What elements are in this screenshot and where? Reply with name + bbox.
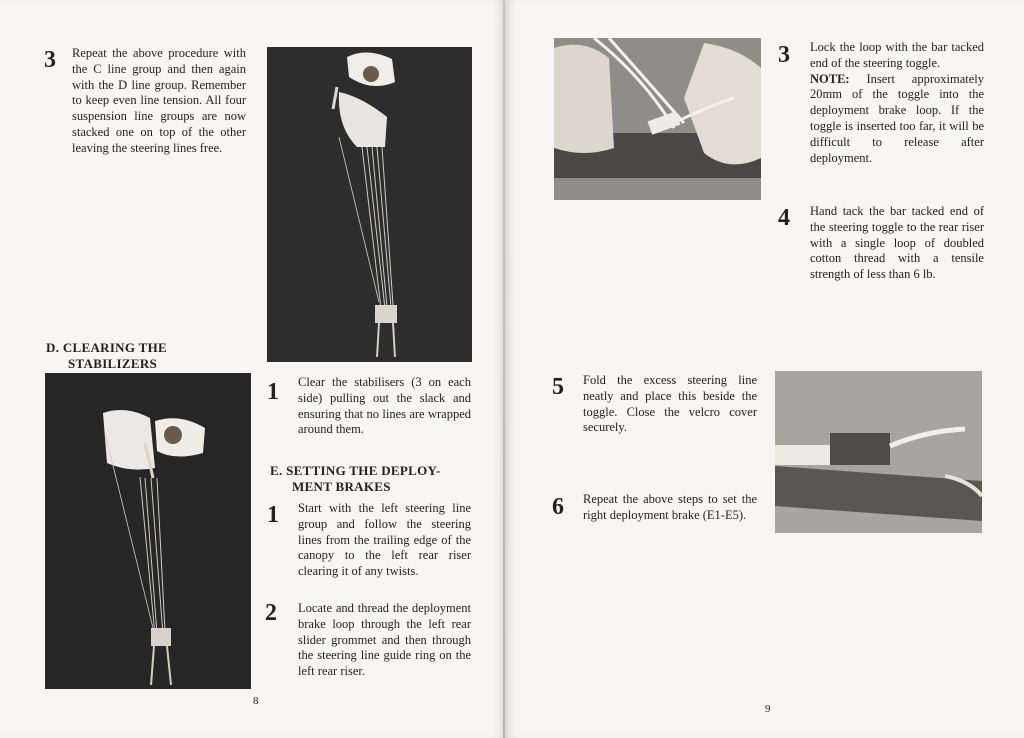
photo-riser-toggle	[775, 371, 982, 533]
step-3-text: Repeat the above procedure with the C line group and then again with the D line group. Remember to keep even line tension. All four suspension line groups are now stacked one on top of the other leaving the steering lines free.	[72, 46, 246, 155]
section-e-step-2-text: Locate and thread the deployment brake loop through the left rear slider grommet and then through the steering line guide ring on the left rear riser.	[298, 601, 471, 679]
right-step-6-text: Repeat the above steps to set the right deployment brake (E1-E5).	[583, 492, 757, 522]
photo-clearing-stabilizers	[45, 373, 251, 689]
step-number: 2	[265, 600, 277, 626]
page-number: 9	[765, 703, 771, 715]
section-e-heading: E. SETTING THE DEPLOY- MENT BRAKES	[270, 463, 441, 494]
section-e-step-1-text: Start with the left steering line group and follow the steering lines from the trailing edge of the canopy to the left rear riser clearing it of any twists.	[298, 501, 471, 579]
page-8	[0, 0, 505, 738]
page-number: 8	[253, 695, 259, 707]
photo-hands-toggle	[554, 38, 761, 200]
step-number: 6	[552, 494, 564, 520]
photo-canopy-lines-top	[267, 47, 472, 362]
section-d-heading: D. CLEARING THE STABILIZERS	[46, 340, 167, 371]
step-number: 3	[44, 47, 56, 73]
step-number: 5	[552, 374, 564, 400]
page-9	[505, 0, 1024, 738]
right-step-3-text: Lock the loop with the bar tacked end of the steering toggle. NOTE: Insert approximately 20mm of the toggle into the deployment brake loop. If the toggle is inserted too far, it will be difficult to release after deployment.	[810, 40, 984, 165]
step-number: 3	[778, 42, 790, 68]
right-step-4-text: Hand tack the bar tacked end of the steering toggle to the rear riser with a single loop of doubled cotton thread with a tensile strength of less than 6 lb.	[810, 204, 984, 282]
step-number: 4	[778, 205, 790, 231]
right-step-5-text: Fold the excess steering line neatly and place this beside the toggle. Close the velcro cover securely.	[583, 373, 757, 435]
section-d-step-1-text: Clear the stabilisers (3 on each side) pulling out the slack and ensuring that no lines are wrapped around them.	[298, 375, 471, 437]
step-number: 1	[267, 379, 279, 405]
step-number: 1	[267, 502, 279, 528]
